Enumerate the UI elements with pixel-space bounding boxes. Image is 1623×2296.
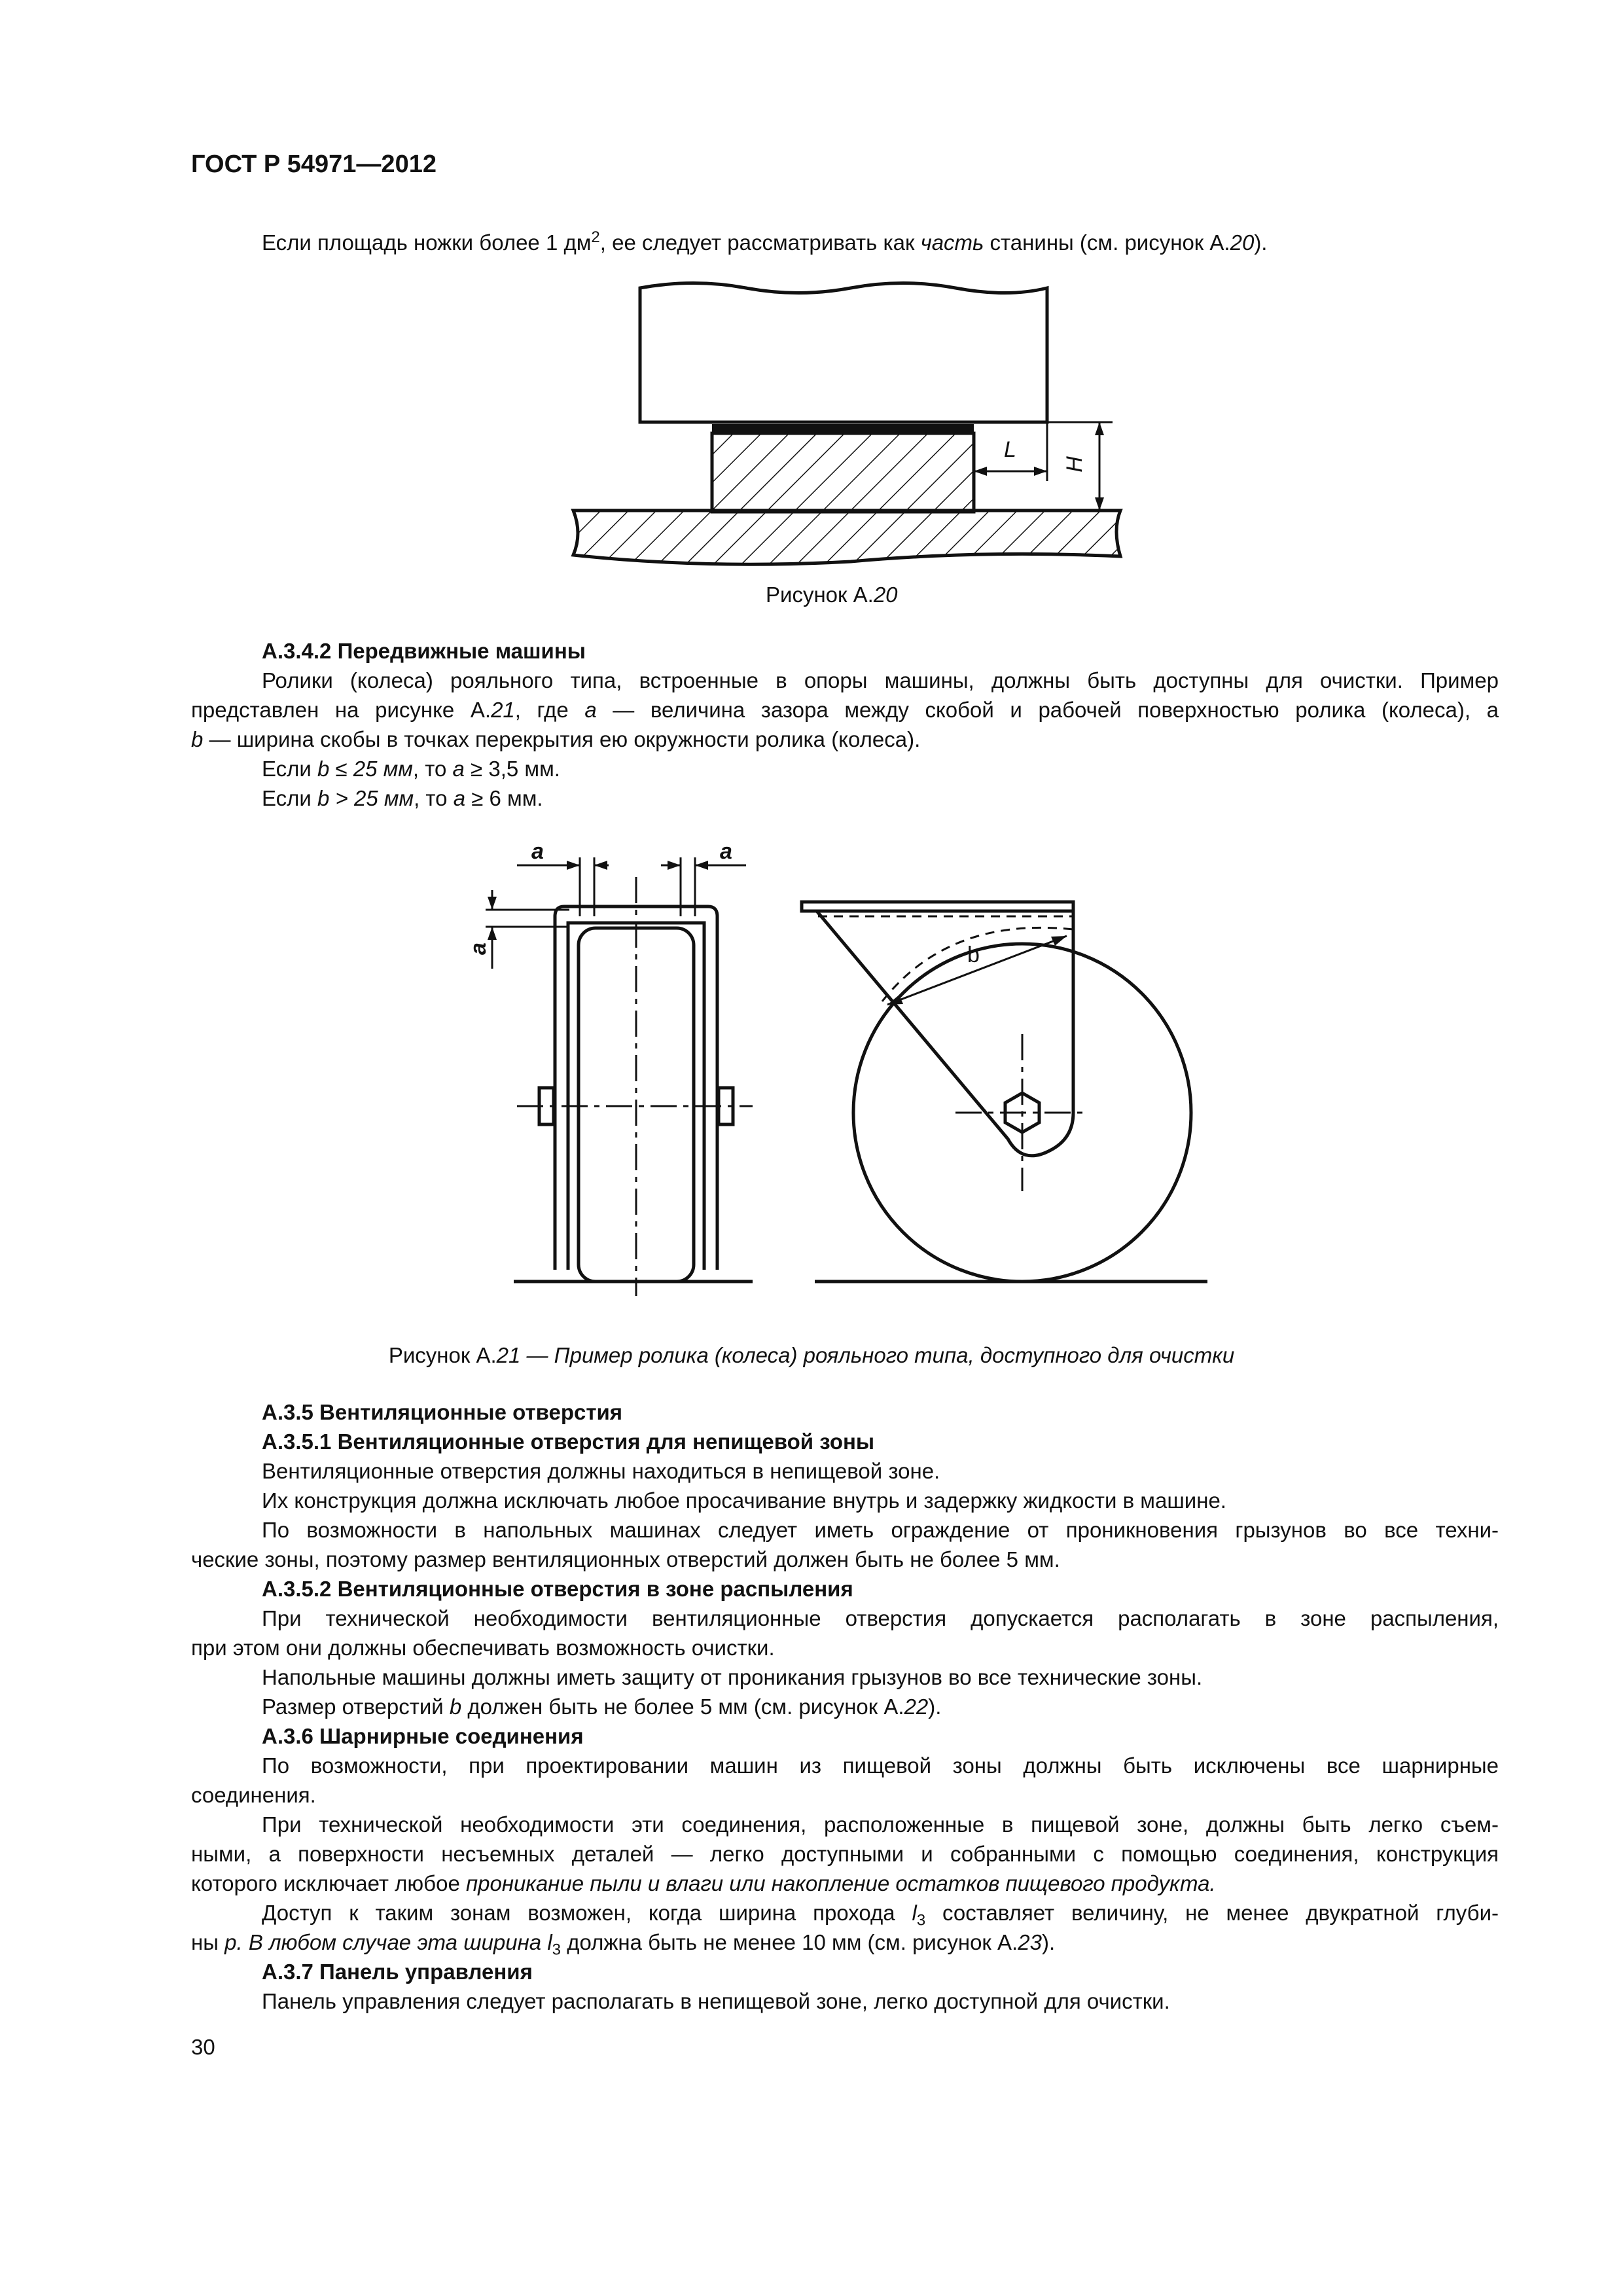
text: ны: [191, 1930, 225, 1954]
paragraph-line: Их конструкция должна исключать любое просачивание внутрь и задержку жидкости в машине.: [262, 1488, 1226, 1513]
section-heading: А.3.7 Панель управления: [262, 1960, 533, 1984]
text: , то: [414, 786, 454, 810]
variable: l: [547, 1930, 552, 1954]
paragraph-line: Вентиляционные отверстия должны находиться в непищевой зоне.: [262, 1459, 940, 1483]
figure-a21-caption: [0, 1343, 1623, 1368]
subsection-heading: А.3.5.1 Вентиляционные отверстия для непищевой зоны: [262, 1429, 875, 1454]
label-H: H: [1061, 456, 1087, 473]
caption-text: Рисунок А.: [766, 583, 874, 607]
figure-ref: 23: [1018, 1930, 1042, 1954]
label-a-vertical: a: [465, 942, 491, 955]
label-b: b: [967, 942, 980, 967]
label-a-right: a: [720, 839, 732, 864]
document-header: ГОСТ Р 54971—2012: [191, 151, 437, 178]
text: Размер отверстий: [262, 1695, 450, 1719]
paragraph-line: Напольные машины должны иметь защиту от проникания грызунов во все технические зоны.: [262, 1665, 1203, 1689]
variable: b > 25 мм: [317, 786, 414, 810]
paragraph-line: при этом они должны обеспечивать возможность очистки.: [191, 1636, 775, 1660]
variable: b: [191, 727, 204, 751]
figure-ref: 20: [1230, 230, 1255, 255]
section-heading: А.3.6 Шарнирные соединения: [262, 1724, 584, 1748]
text: Если: [262, 786, 317, 810]
variable: a: [584, 698, 597, 722]
intro-text: , ее следует рассматривать как: [599, 230, 921, 255]
text: — ширина скобы в точках перекрытия ею окружности ролика (колеса).: [203, 727, 921, 751]
text: составляет величину, не менее двукратной глуби-: [925, 1901, 1499, 1925]
text: , то: [412, 757, 453, 781]
figure-ref: 21: [491, 698, 515, 722]
text: ≥ 6 мм.: [465, 786, 543, 810]
variable: a: [453, 786, 466, 810]
paragraph-line: ческие зоны, поэтому размер вентиляционных отверстий должен быть не более 5 мм.: [191, 1547, 1060, 1571]
caption-number: 21: [496, 1343, 521, 1367]
paragraph-line: соединения.: [191, 1783, 316, 1807]
emphasis: проникание пыли и влаги или накопление остатков пищевого продукта.: [465, 1871, 1216, 1895]
paragraph-line: [191, 1869, 1216, 1899]
paragraph-line: Панель управления следует располагать в непищевой зоне, легко доступной для очистки.: [262, 1989, 1170, 2013]
intro-text: Если площадь ножки более 1 дм: [262, 230, 592, 255]
figure-ref: 22: [904, 1695, 929, 1719]
paragraph-line: [262, 1692, 941, 1722]
variable: b ≤ 25 мм: [317, 757, 413, 781]
text: — величина зазора между скобой и рабочей поверхностью ролика (колеса), а: [596, 698, 1499, 722]
text: должен быть не более 5 мм (см. рисунок А.: [461, 1695, 904, 1719]
subscript: 3: [916, 1911, 926, 1929]
superscript: 2: [591, 228, 600, 246]
emphasis: p. В любом случае эта ширина: [224, 1930, 548, 1954]
text: ).: [928, 1695, 942, 1719]
subsection-heading: А.3.5.2 Вентиляционные отверстия в зоне распыления: [262, 1577, 853, 1601]
section-heading: А.3.5 Вентиляционные отверстия: [262, 1400, 623, 1424]
text: Доступ к таким зонам возможен, когда ширина прохода: [262, 1901, 912, 1925]
text: ).: [1041, 1930, 1056, 1954]
text: Если: [262, 757, 317, 781]
text: , где: [514, 698, 585, 722]
paragraph-line: Ролики (колеса) рояльного типа, встроенные в опоры машины, должны быть доступны для очистки. Пример: [262, 668, 1499, 692]
label-a-left: a: [531, 839, 544, 864]
caption-title: — Пример ролика (колеса) рояльного типа, доступного для очистки: [520, 1343, 1235, 1367]
text: должна быть не менее 10 мм (см. рисунок А.: [561, 1930, 1018, 1954]
text: ≥ 3,5 мм.: [464, 757, 560, 781]
paragraph-line: По возможности в напольных машинах следует иметь ограждение от проникновения грызунов во все техни-: [262, 1518, 1499, 1542]
variable: b: [449, 1695, 462, 1719]
text: представлен на рисунке А.: [191, 698, 491, 722]
intro-text: станины (см. рисунок А.: [984, 230, 1230, 255]
caption-number: 20: [873, 583, 898, 607]
label-L: L: [1004, 437, 1016, 462]
variable: l: [912, 1901, 917, 1925]
intro-text: ).: [1254, 230, 1268, 255]
page-number: 30: [191, 2035, 215, 2059]
paragraph-line: По возможности, при проектировании машин из пищевой зоны должны быть исключены все шарнирные: [262, 1753, 1499, 1778]
paragraph-line: ными, а поверхности несъемных деталей — легко доступными и собранными с помощью соединения, конструкция: [191, 1842, 1499, 1866]
caption-text: Рисунок А.: [388, 1343, 497, 1367]
section-heading: А.3.4.2 Передвижные машины: [262, 639, 586, 663]
variable: a: [452, 757, 465, 781]
paragraph-line: При технической необходимости эти соединения, расположенные в пищевой зоне, должны быть легко съем-: [262, 1812, 1499, 1837]
text: которого исключает любое: [191, 1871, 466, 1895]
subscript: 3: [552, 1941, 562, 1959]
paragraph-line: При технической необходимости вентиляционные отверстия допускается располагать в зоне распыления,: [262, 1606, 1499, 1630]
intro-italic: часть: [920, 230, 984, 255]
